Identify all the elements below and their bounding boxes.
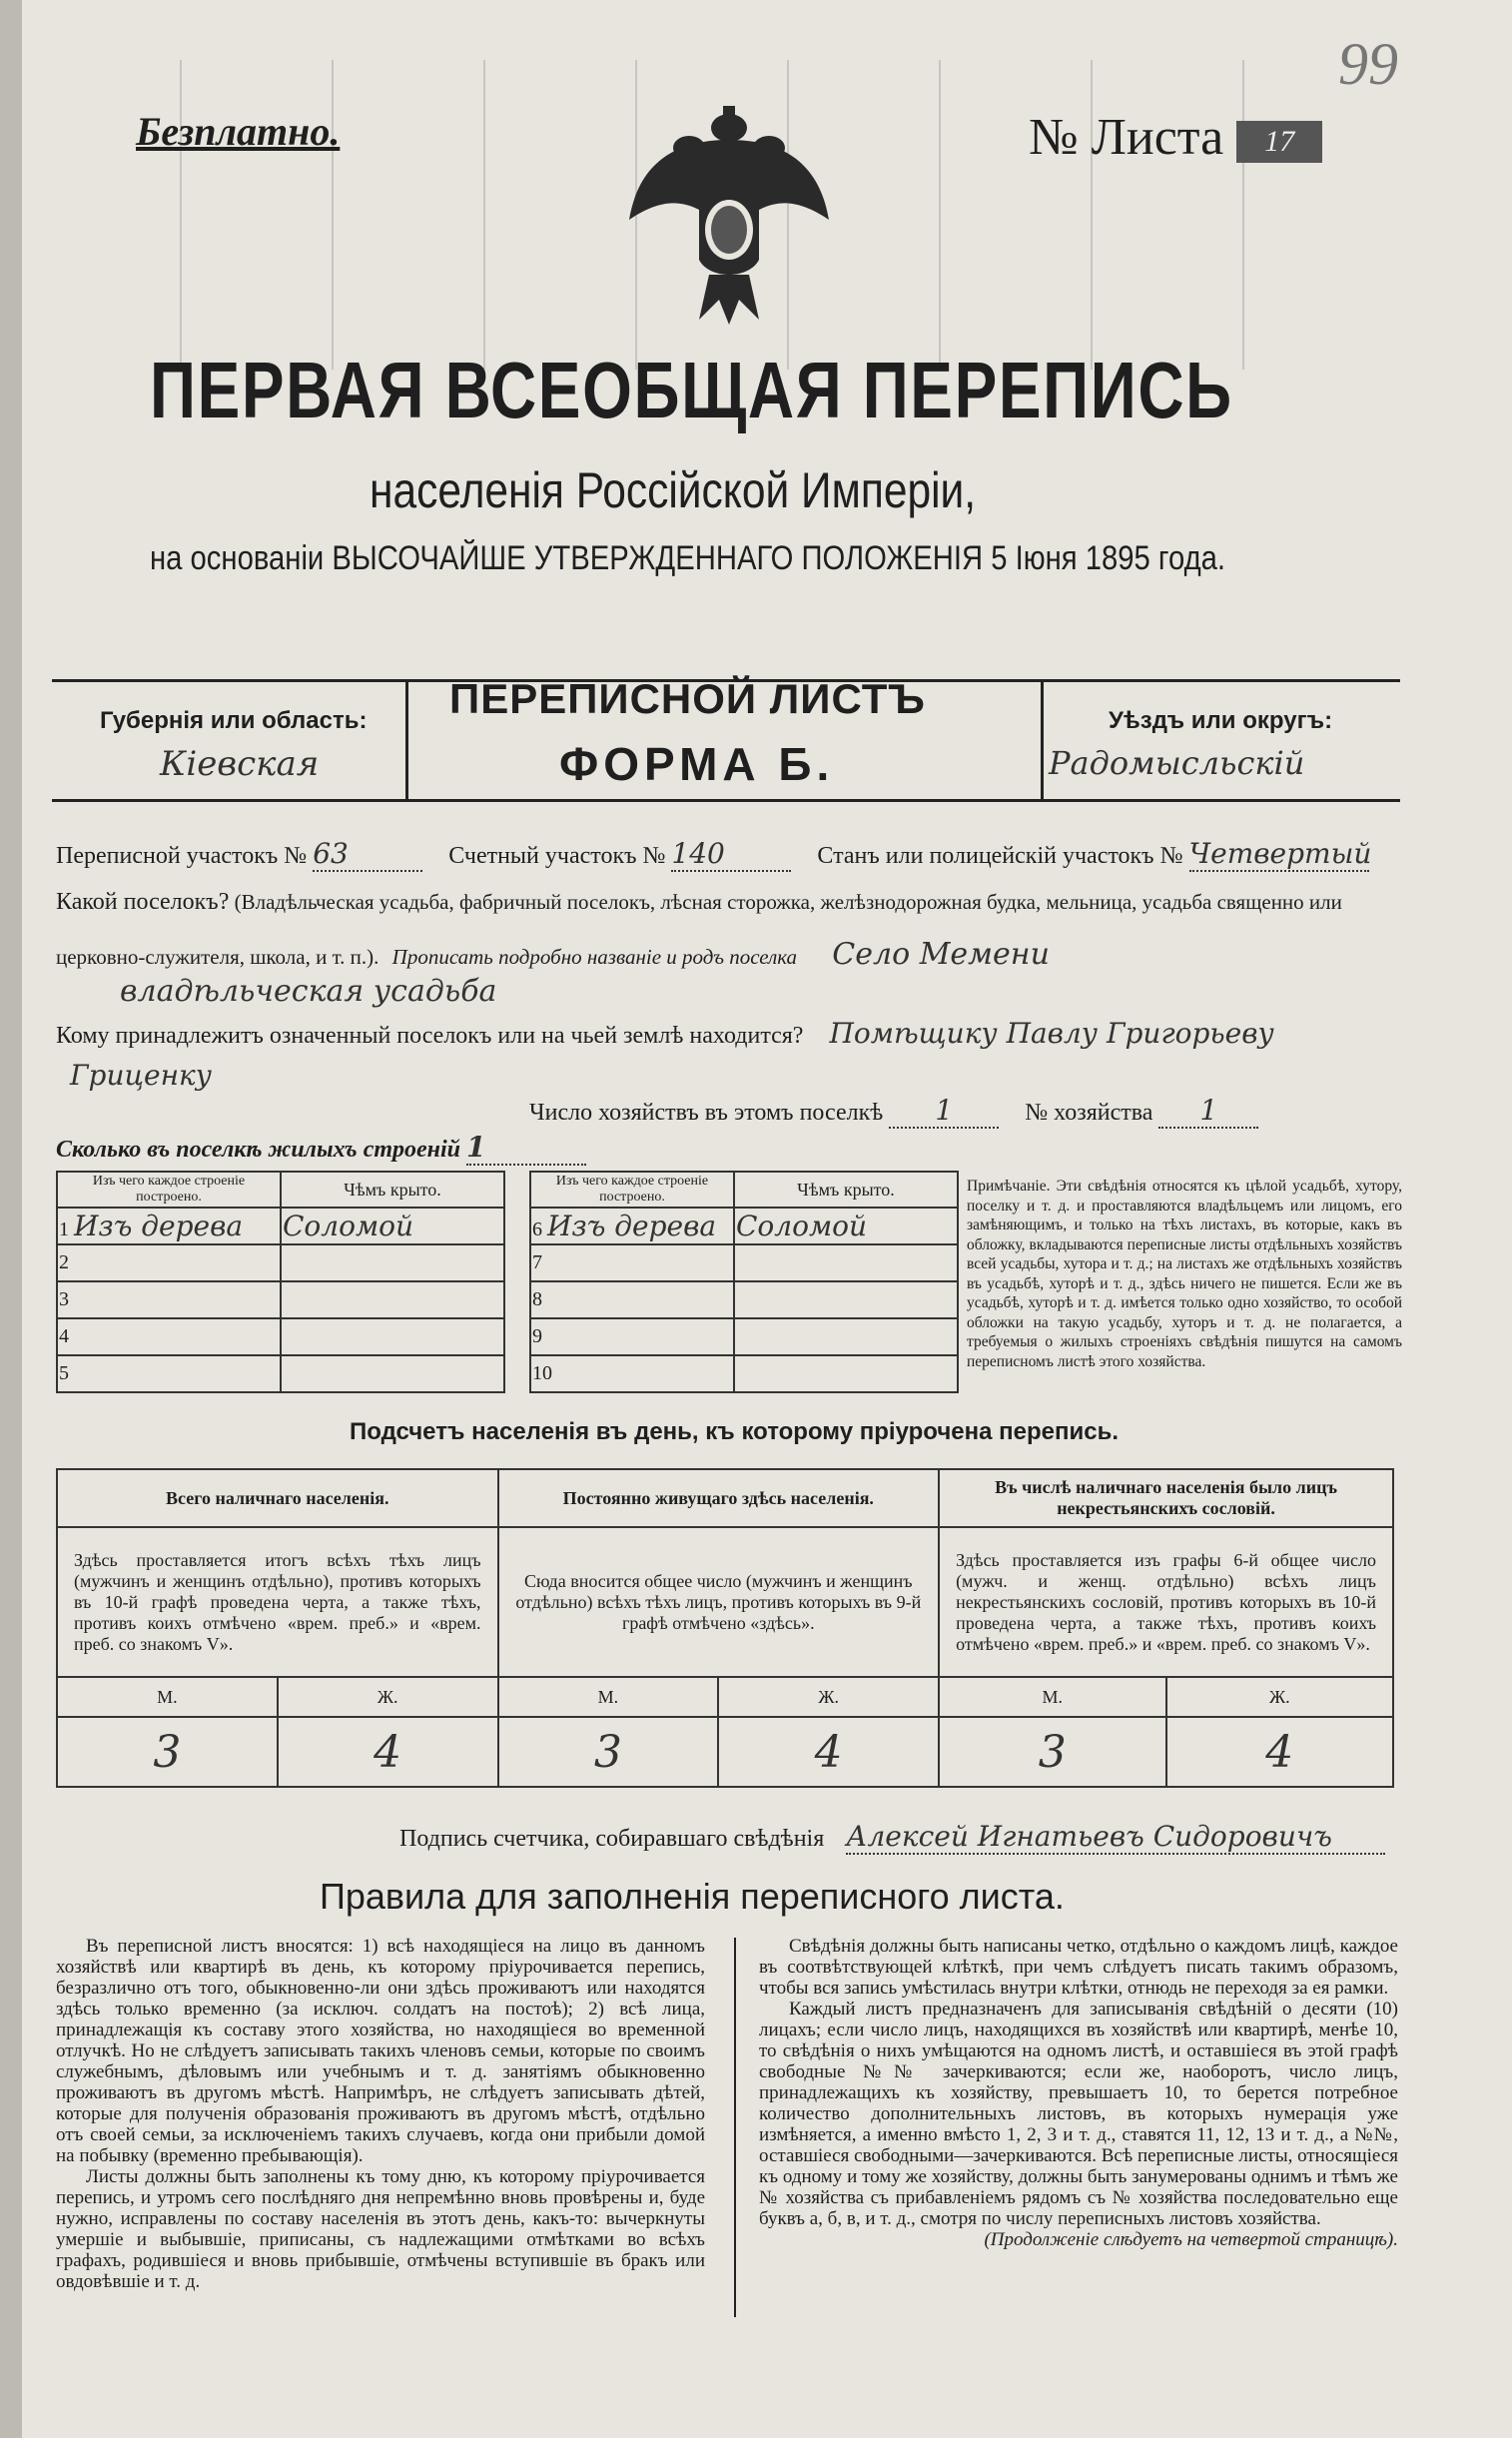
signature-value: Алексей Игнатьевъ Сидоровичъ (846, 1820, 1385, 1855)
stan-label: Станъ или полицейскій участокъ № (817, 843, 1183, 869)
table-row: 5 (57, 1355, 504, 1392)
col-roof: Чѣмъ крыто. (734, 1172, 958, 1208)
stan-value: Четвертый (1188, 837, 1372, 870)
pop-value: 3 (498, 1717, 719, 1787)
rules-right (759, 1936, 1398, 2250)
households-row (529, 1094, 1258, 1129)
buildings-note: Примѣчаніе. Эти свѣдѣнія относятся къ цѣлой усадьбѣ, хутору, поселку и т. д. и проставляются владѣльцемъ или лицомъ, его замѣняющимъ, и только на тѣхъ листахъ, въ которые, какъ въ обложку, вкладываются переписные листы отдѣльныхъ хозяйствъ всей усадьбы, хутора и т. д.; на листахъ же отдѣльныхъ хозяйствъ въ усадьбѣ, хуторѣ и т. д., здѣсь ничего не пишется. Если же въ усадьбѣ, хуторѣ и т. д. имѣется только одно хозяйство, то особой обложки на такую усадьбу, хуторъ и т. д. не полагается, а требуемыя о жилыхъ строеніяхъ свѣдѣнія пишутся на самомъ переписномъ листѣ этого хозяйства. (967, 1178, 1402, 1370)
census-district-row (56, 837, 1372, 872)
table-row: 1 Изъ дерева Соломой (57, 1208, 504, 1244)
rules-left-p1: Въ переписной листъ вносятся: 1) всѣ находящіеся на лицо въ данномъ хозяйствѣ или квартирѣ въ день, къ которому пріурочивается перепись, безразлично отъ того, обыкновенно-ли они здѣсь проживаютъ или находятся здѣсь только временно (за исключ. солдатъ на постоѣ); 2) всѣ лица, принадлежащія къ составу этого хозяйства, но находящіеся во временной отлучкѣ. Но не слѣдуетъ записывать такихъ членовъ семьи, которые по своимъ служебнымъ, дѣловымъ или учебнымъ и т. д. занятіямъ обыкновенно проживаютъ въ другомъ мѣстѣ. Напримѣръ, не слѣдуетъ записывать дѣтей, которые для полученія образованія проживаютъ въ другомъ мѣстѣ, отдѣльно отъ своей семьи, за исключеніемъ такихъ случаевъ, когда они прибыли домой на побывку (временно пребывающія). (56, 1936, 705, 2166)
table-row: 7 (530, 1244, 958, 1281)
table-row: 6 Изъ дерева Соломой (530, 1208, 958, 1244)
col-material: Изъ чего каждое строеніе построено. (530, 1172, 734, 1208)
owner-row (56, 1017, 1274, 1050)
settlement-value: Село Мемени (832, 937, 1050, 972)
census-basis: на основаніи ВЫСОЧАЙШЕ УТВЕРЖДЕННАГО ПОЛОЖЕНІЯ 5 Іюня 1895 года. (150, 539, 1226, 577)
settlement-hint3: Прописать подробно названіе и родъ поселка (391, 945, 798, 969)
m-label: М. (498, 1677, 719, 1717)
household-no-label: № хозяйства (1025, 1100, 1153, 1126)
table-row: 8 (530, 1281, 958, 1318)
uezd-value: Радомысльскій (1049, 744, 1305, 782)
households-label: Число хозяйствъ въ этомъ поселкѣ (529, 1100, 884, 1126)
census-title: ПЕРВАЯ ВСЕОБЩАЯ ПЕРЕПИСЬ (150, 346, 1233, 434)
col-roof: Чѣмъ крыто. (281, 1172, 504, 1208)
f-label: Ж. (1166, 1677, 1393, 1717)
double-headed-eagle-emblem (619, 90, 839, 330)
settlement-hint: (Владѣльческая усадьба, фабричный поселокъ, лѣсная сторожка, желѣзнодорожная будка, мельница, усадьба священно или (234, 890, 1342, 914)
pop-col3-title: Въ числѣ наличнаго населенія было лицъ некрестьянскихъ сословій. (939, 1469, 1393, 1527)
f-label: Ж. (718, 1677, 939, 1717)
pop-value: 4 (718, 1717, 939, 1787)
owner-label: Кому принадлежитъ означенный поселокъ или на чьей землѣ находится? (56, 1023, 804, 1049)
pop-col2-title: Постоянно живущаго здѣсь населенія. (498, 1469, 940, 1527)
table-row: 10 (530, 1355, 958, 1392)
table-row: 2 (57, 1244, 504, 1281)
census-district-label: Переписной участокъ № (56, 843, 308, 869)
gubernia-label: Губернія или область: (100, 707, 368, 734)
settlement-hint2: церковно-служителя, школа, и т. п.). (56, 945, 379, 969)
count-district-label: Счетный участокъ № (448, 843, 666, 869)
buildings-value: 1 (466, 1131, 586, 1166)
rules-left (56, 1936, 705, 2292)
settlement-row2 (56, 937, 1050, 972)
sheet-number-label: № Листа (1029, 109, 1224, 166)
table-row: 9 (530, 1318, 958, 1355)
rules-continuation: (Продолженіе слѣдуетъ на четвертой страницѣ). (984, 2229, 1398, 2250)
pop-col1-desc: Здѣсь проставляется итогъ всѣхъ тѣхъ лицъ (мужчинъ и женщинъ отдѣльно), противъ которыхъ въ 10-й графѣ проведена черта, а также тѣхъ, противъ коихъ отмѣчено «врем. преб.» и «врем. преб. со знакомъ V». (57, 1527, 498, 1677)
free-label: Безплатно. (136, 109, 341, 154)
buildings-row (56, 1131, 586, 1166)
buildings-label: Сколько въ поселкѣ жилыхъ строеній (56, 1137, 460, 1163)
population-table (56, 1468, 1394, 1788)
pop-col2-desc: Сюда вносится общее число (мужчинъ и женщинъ отдѣльно) всѣхъ тѣхъ лицъ, противъ которыхъ въ 9-й графѣ отмѣчено «здѣсь». (498, 1527, 940, 1677)
pop-value: 4 (278, 1717, 498, 1787)
owner-value: Помѣщику Павлу Григорьеву (829, 1017, 1274, 1050)
m-label: М. (57, 1677, 278, 1717)
census-district-value: 63 (313, 837, 422, 872)
buildings-table-left (56, 1171, 505, 1393)
pop-col3-desc: Здѣсь проставляется изъ графы 6-й общее число (мужч. и женщ. отдѣльно) всѣхъ лицъ некрестьянскихъ сословій, противъ которыхъ въ 10-й проведена черта, а также тѣхъ, противъ коихъ отмѣчено «врем. преб.» и «врем. преб. со знакомъ V». (939, 1527, 1393, 1677)
pop-value: 4 (1166, 1717, 1393, 1787)
sheet-number-value: 17 (1236, 121, 1322, 163)
paper-edge (0, 0, 22, 2438)
m-label: М. (939, 1677, 1165, 1717)
census-subtitle: населенія Россійской Имперіи, (370, 462, 977, 518)
pop-col1-title: Всего наличнаго населенія. (57, 1469, 498, 1527)
page-number: 99 (1338, 31, 1398, 97)
settlement-value2: владѣльческая усадьба (120, 974, 497, 1009)
signature-label: Подпись счетчика, собиравшаго свѣдѣнія (399, 1826, 825, 1852)
form-title-line1: ПЕРЕПИСНОЙ ЛИСТЪ (449, 675, 926, 722)
settlement-row (56, 889, 1342, 916)
table-row: 3 (57, 1281, 504, 1318)
form-title-line2: ФОРМА Б. (559, 738, 835, 790)
rules-right-p2: Каждый листъ предназначенъ для записыванія свѣдѣній о десяти (10) лицахъ; если число лицъ, находящихся въ хозяйствѣ или квартирѣ, менѣе 10, то свѣдѣнія о нихъ умѣщаются на одномъ листѣ, и оставшіеся въ этой графѣ свободные №№ зачеркиваются; если же, наоборотъ, число лицъ, принадлежащихъ къ хозяйству, превышаетъ 10, то берется потребное количество дополнительныхъ листовъ, въ которыхъ нумерація уже измѣняется, а именно вмѣсто 1, 2, 3 и т. д., ставятся 11, 12, 13 и т. д., а №№, оставшіеся свободными—зачеркиваются. Всѣ переписные листы, относящіеся къ одному и тому же хозяйству, должны быть занумерованы однимъ и тѣмъ же № хозяйства съ прибавленіемъ рядомъ съ № хозяйства последовательно еще буквъ а, б, в, и т. д., смотря по числу переписныхъ листовъ хозяйства. (759, 1999, 1398, 2229)
sheet-number (1029, 108, 1322, 167)
gubernia-value: Кіевская (160, 744, 320, 784)
households-value: 1 (889, 1094, 999, 1129)
household-no-value: 1 (1158, 1094, 1258, 1129)
signature-row (399, 1820, 1385, 1855)
uezd-label: Уѣздъ или округъ: (1109, 707, 1333, 734)
rules-left-p2: Листы должны быть заполнены къ тому дню, къ которому пріурочивается перепись, и утромъ сего послѣдняго дня непремѣнно вновь провѣрены и, буде нужно, исправлены по составу населенія въ этотъ день, какъ-то: вычеркнуты умершіе и выбывшіе, приписаны, съ надлежащими отмѣтками во всѣхъ графахъ, родившіеся и вновь прибывшіе, отмѣчены вступившіе въ бракъ или овдовѣвшіе и т. д. (56, 2166, 705, 2292)
rules-right-p1: Свѣдѣнія должны быть написаны четко, отдѣльно о каждомъ лицѣ, каждое въ соотвѣтствующей клѣткѣ, при чемъ слѣдуетъ писать такимъ образомъ, чтобы вся запись умѣстилась внутри клѣтки, отнюдь не переходя за ея рамки. (759, 1936, 1398, 1999)
population-title: Подсчетъ населенія въ день, къ которому пріурочена перепись. (350, 1418, 1119, 1445)
f-label: Ж. (278, 1677, 498, 1717)
settlement-label: Какой поселокъ? (56, 889, 230, 915)
rules-title: Правила для заполненія переписного листа. (320, 1876, 1065, 1917)
owner-value2: Гриценку (70, 1059, 213, 1092)
table-row: 4 (57, 1318, 504, 1355)
buildings-table-right (529, 1171, 959, 1393)
col-material: Изъ чего каждое строеніе построено. (57, 1172, 281, 1208)
pop-value: 3 (939, 1717, 1165, 1787)
pop-value: 3 (57, 1717, 278, 1787)
count-district-value: 140 (671, 837, 791, 872)
